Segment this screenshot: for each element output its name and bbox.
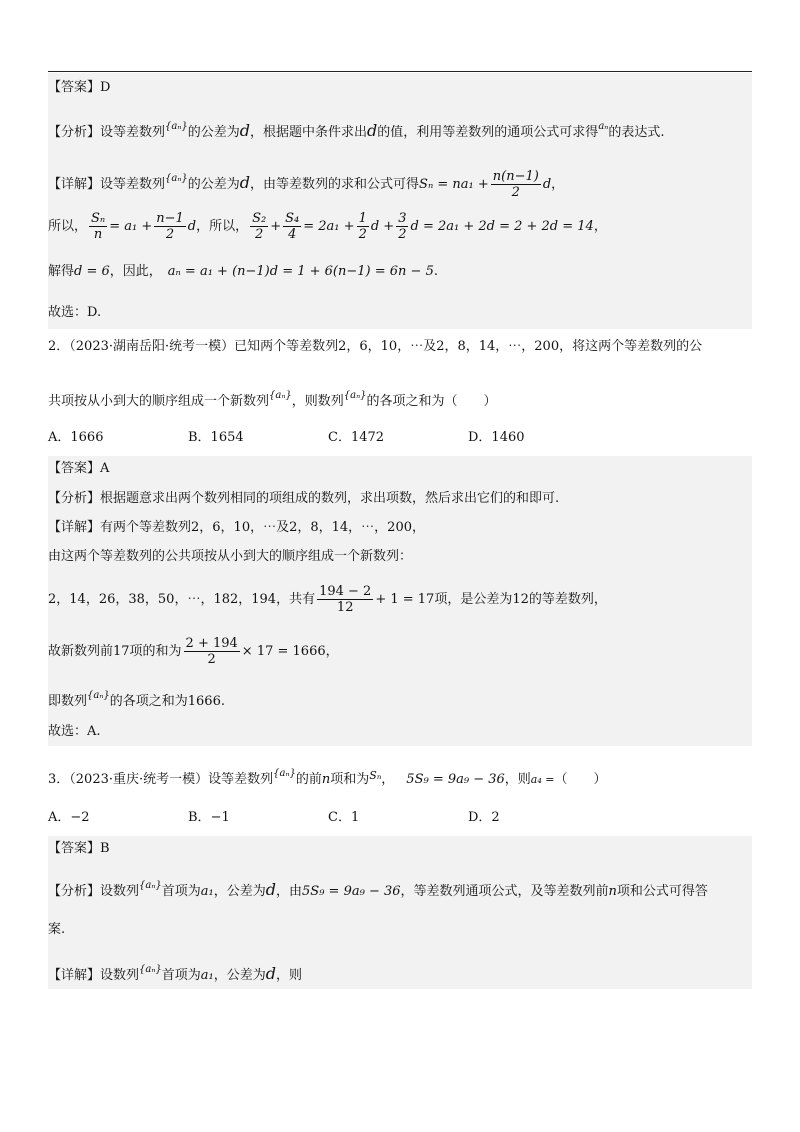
q2-option-b: B．1654 xyxy=(188,430,244,445)
choice-line: 故选：A. xyxy=(48,724,101,739)
seq-an-symbol: {aₙ} xyxy=(139,964,162,975)
sum-fraction: $\frac{2 + 194}{2}$ xyxy=(185,636,238,667)
conclusion-line: 即数列$^{\{a_n\}}$的各项之和为1666. xyxy=(48,690,225,709)
new-seq-line: 由这两个等差数列的公共项按从小到大的顺序组成一个新数列： xyxy=(48,549,413,564)
q3-option-b: B．−1 xyxy=(188,810,230,825)
term-count-line: 2，14，26，38，50，⋯，182，194，共有 $\frac{194 - 2}{12}$ + 1 = 17项，是公差为12的等差数列， xyxy=(48,584,607,615)
detail-line: 【详解】设等差数列$^{\{a_n\}}$的公差为d，由等差数列的求和公式可得Sₙ = na₁ + $\frac{n(n-1)}{2}$ d， xyxy=(48,169,565,200)
solution-block-1 xyxy=(48,73,752,329)
sum-formula-fraction: $\frac{n(n-1)}{2}$ xyxy=(492,169,539,200)
q3-option-d: D．2 xyxy=(468,810,500,825)
q2-option-d: D．1460 xyxy=(468,430,525,445)
solution-block-3 xyxy=(48,836,752,989)
choice-line: 故选：D. xyxy=(48,305,102,320)
q2-option-a: A．1666 xyxy=(48,430,104,445)
s4-fraction: $\frac{\text{S₄}}{4}$ xyxy=(285,211,300,242)
given-condition: 5S₉ = 9a₉ − 36 xyxy=(302,884,401,899)
seq-an-symbol: {aₙ} xyxy=(269,390,292,401)
general-term-formula: aₙ = a₁ + (n−1)d = 1 + 6(n−1) = 6n − 5 xyxy=(167,264,434,279)
half-fraction: $\frac{1}{2}$ xyxy=(358,211,367,242)
symbol-d: d xyxy=(239,173,251,192)
seq-an-symbol: {aₙ} xyxy=(165,121,188,132)
answer-line: 【答案】B xyxy=(48,841,110,856)
seq-an-symbol: {aₙ} xyxy=(273,768,296,779)
q3-option-c: C．1 xyxy=(328,810,360,825)
seq-an-symbol: {aₙ} xyxy=(343,390,367,401)
question-3-line: 3．（2023·重庆·统考一模）设等差数列$^{\{a_n\}}$的前n项和为$^{S_n}$， 5S₉ = 9a₉ − 36，则a₄ =（ ） xyxy=(48,768,607,787)
answer-line: 【答案】D xyxy=(48,80,111,95)
header-rule xyxy=(48,71,752,72)
term-count-fraction: $\frac{194 - 2}{12}$ xyxy=(319,584,372,615)
analysis-line: 【分析】设数列$^{\{a_n\}}$首项为a₁，公差为d，由5S₉ = 9a₉ − 36，等差数列通项公式，及等差数列前n项和公式可得答 xyxy=(48,880,708,899)
symbol-an: aₙ xyxy=(598,121,609,132)
sum-line: 故新数列前17项的和为 $\frac{2 + 194}{2}$ × 17 = 1666， xyxy=(48,636,339,667)
n-minus-1-fraction: $\frac{n-1}{2}$ xyxy=(156,211,184,242)
seq-an-symbol: {aₙ} xyxy=(139,880,162,891)
q3-option-a: A．−2 xyxy=(48,810,90,825)
analysis-line-2: 案. xyxy=(48,922,66,937)
answer-line: 【答案】A xyxy=(48,461,110,476)
symbol-d: d xyxy=(265,880,277,899)
analysis-line: 【分析】设等差数列$^{\{a_n\}}$的公差为d，根据题中条件求出d的值，利用等差数列的通项公式可求得$^{a_n}$的表达式. xyxy=(48,121,665,140)
solution-block-2 xyxy=(48,456,752,746)
seq-an-symbol: {aₙ} xyxy=(87,690,110,701)
given-condition: 5S₉ = 9a₉ − 36 xyxy=(406,772,505,787)
detail-line: 【详解】设数列$^{\{a_n\}}$首项为a₁，公差为d，则 xyxy=(48,964,303,983)
sum-formula-lhs: Sₙ = na₁ + xyxy=(419,177,489,192)
symbol-d: d xyxy=(265,964,277,983)
seq-an-symbol: {aₙ} xyxy=(165,173,188,184)
question-2-line-1: 2．（2023·湖南岳阳·统考一模）已知两个等差数列2，6，10，⋯及2，8，14，⋯，200，将这两个等差数列的公 xyxy=(48,339,703,354)
three-halves-fraction: $\frac{3}{2}$ xyxy=(398,211,407,242)
solve-line: 解得d = 6，因此， aₙ = a₁ + (n−1)d = 1 + 6(n−1) = 6n − 5. xyxy=(48,264,438,279)
sn-over-n-fraction: $\frac{\text{Sₙ}}{n}$ xyxy=(91,211,106,242)
symbol-d: d xyxy=(367,121,378,140)
so-line: 所以， $\frac{\text{Sₙ}}{n}$ = a₁ + $\frac{n-1}{2}$ d，所以， $\frac{\text{S₂}}{2}$ + $\frac{\text{S₄}}{4}$ = 2a₁ + $\frac{1}{2}$ d + $\frac{3}{2}$ d = 2a₁ + 2d = 2 + 2d = 14， xyxy=(48,211,607,242)
symbol-d: d xyxy=(239,121,251,140)
q2-option-c: C．1472 xyxy=(328,430,385,445)
s2-fraction: $\frac{\text{S₂}}{2}$ xyxy=(252,211,267,242)
analysis-line: 【分析】根据题意求出两个数列相同的项组成的数列，求出项数，然后求出它们的和即可. xyxy=(48,491,560,506)
detail-line: 【详解】有两个等差数列2，6，10，⋯及2，8，14，⋯，200， xyxy=(48,520,425,535)
question-2-line-2: 共项按从小到大的顺序组成一个新数列$^{\{a_n\}}$，则数列$^{\{a_n\}}$的各项之和为（ ） xyxy=(48,390,497,409)
